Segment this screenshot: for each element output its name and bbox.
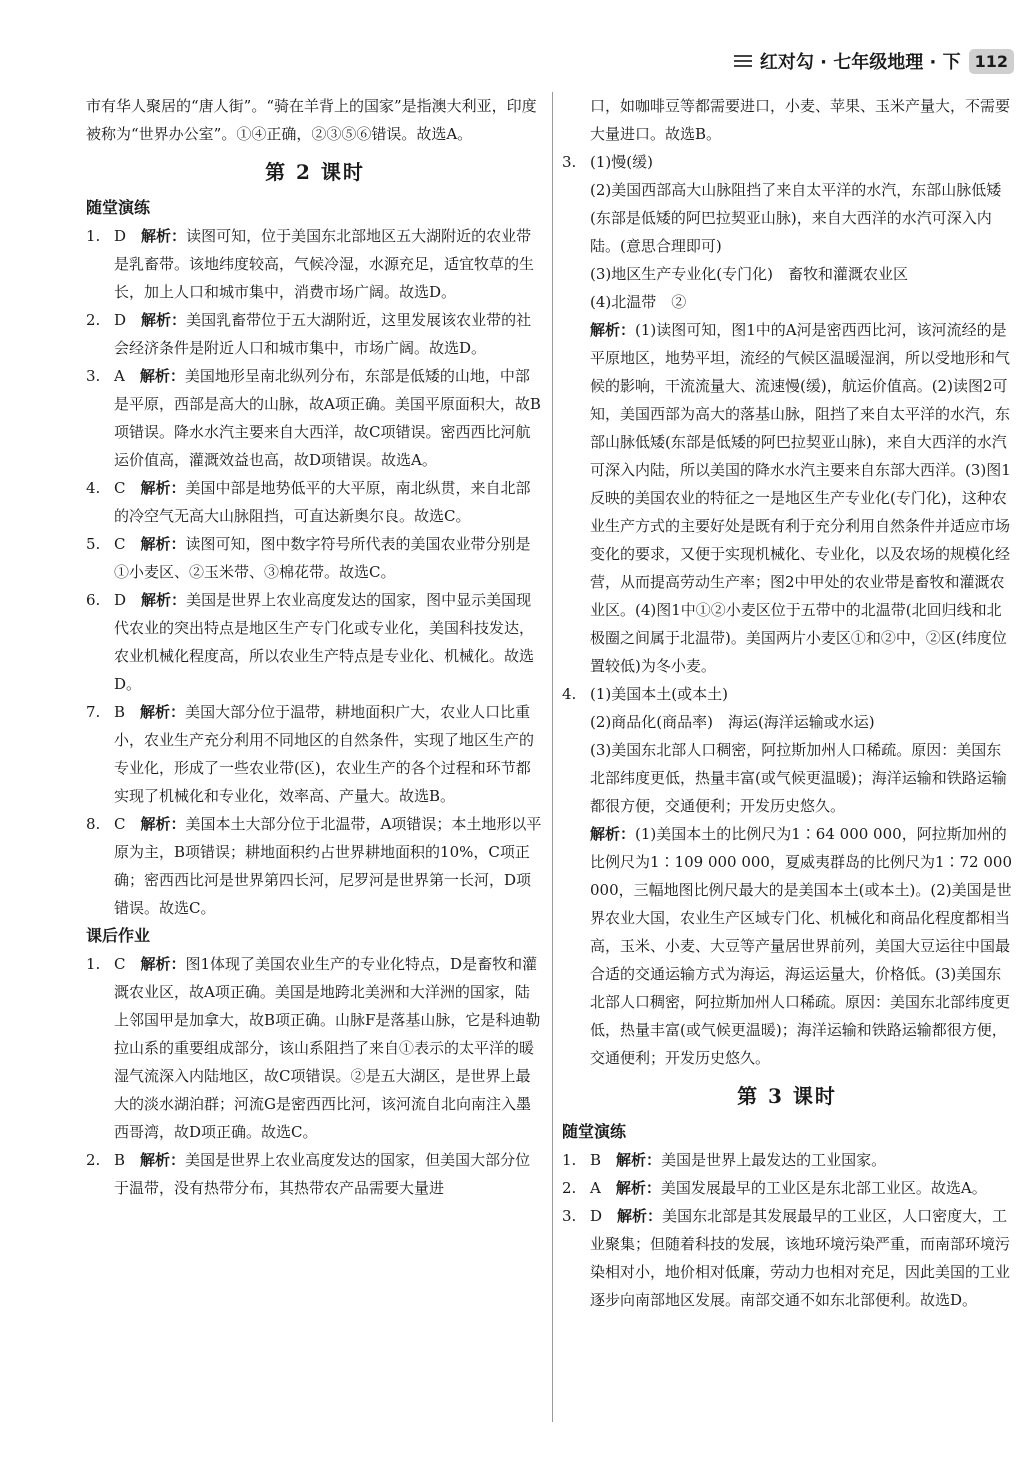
- answer-part: (1)慢(缓): [590, 153, 653, 171]
- analysis-text: 图1体现了美国农业生产的专业化特点，D是畜牧和灌溉农业区，故A项正确。美国是地跨北美洲和大洋洲的国家，陆上邻国甲是加拿大，故B项正确。山脉F是落基山脉，它是科迪勒拉山系的重要组成部分，该山系阻挡了来自①表示的太平洋的暖湿气流深入内陆地区，故C项错误。②是五大湖区，是世界上最大的淡水湖泊群；河流G是密西西比河，该河流自北向南注入墨西哥湾，故D项正确。故选C。: [114, 955, 541, 1141]
- list-item: [86, 222, 544, 306]
- answer-part: (2)商品化(商品率) 海运(海洋运输或水运): [590, 713, 875, 731]
- header-lines-icon: [734, 55, 752, 67]
- item-number: 8.: [86, 815, 101, 833]
- analysis-text: 美国是世界上最发达的工业国家。: [661, 1151, 887, 1169]
- answer-part: (3)地区生产专业化(专门化) 畜牧和灌溉农业区: [590, 265, 908, 283]
- analysis-text: 美国本土大部分位于北温带，A项错误；本土地形以平原为主，B项错误；耕地面积约占世界耕地面积的10%，C项正确；密西西比河是世界第四长河，尼罗河是世界第一长河，D项错误。故选C。: [114, 815, 542, 917]
- analysis-label: 解析：: [141, 227, 187, 245]
- analysis-text: 美国是世界上农业高度发达的国家，图中显示美国现代农业的突出特点是地区生产专门化或专业化，美国科技发达，农业机械化程度高，所以农业生产特点是专业化、机械化。故选D。: [114, 591, 535, 693]
- subheading-kehou: 课后作业: [86, 926, 151, 945]
- continued-text: 口，如咖啡豆等都需要进口，小麦、苹果、玉米产量大，不需要大量进口。故选B。: [590, 97, 1011, 143]
- answer: D: [590, 1207, 603, 1225]
- right-column: [562, 92, 1012, 1314]
- item-number: 1.: [86, 955, 101, 973]
- analysis-label: 解析：: [139, 367, 185, 385]
- analysis-label: 解析：: [615, 1179, 661, 1197]
- item-number: 3.: [562, 153, 577, 171]
- analysis-block: [562, 316, 1012, 680]
- left-intro: 市有华人聚居的“唐人街”。“骑在羊背上的国家”是指澳大利亚，印度被称为“世界办公室”。①④正确，②③⑤⑥错误。故选A。: [86, 97, 537, 143]
- subheading-suitang: 随堂演练: [86, 198, 151, 217]
- page-header: [734, 44, 1014, 78]
- answer: B: [114, 703, 126, 721]
- subheading-suitang-2: 随堂演练: [562, 1122, 627, 1141]
- item-number: 1.: [86, 227, 101, 245]
- analysis-label: 解析：: [616, 1151, 662, 1169]
- analysis-text: 美国是世界上农业高度发达的国家，但美国大部分位于温带，没有热带分布，其热带农产品需要大量进: [114, 1151, 531, 1197]
- list-item: [562, 1146, 1012, 1174]
- book-title: 红对勾 · 七年级地理 · 下: [759, 52, 961, 73]
- answer: B: [590, 1151, 602, 1169]
- answer-part: (4)北温带 ②: [590, 293, 687, 311]
- analysis-text: 美国发展最早的工业区是东北部工业区。故选A。: [660, 1179, 987, 1197]
- analysis-label: 解析：: [140, 535, 186, 553]
- analysis-label: 解析：: [141, 311, 187, 329]
- list-item: [86, 586, 544, 698]
- page-number: 112: [969, 49, 1014, 74]
- list-item: [562, 680, 1012, 708]
- list-item: [86, 474, 544, 530]
- analysis-label: 解析：: [617, 1207, 663, 1225]
- list-item: [86, 1146, 544, 1202]
- list-item: [562, 148, 1012, 176]
- item-number: 2.: [86, 1151, 101, 1169]
- column-divider: [552, 92, 553, 1422]
- analysis-text: 读图可知，位于美国东北部地区五大湖附近的农业带是乳畜带。该地纬度较高，气候冷湿，水源充足，适宜牧草的生长，加上人口和城市集中，消费市场广阔。故选D。: [114, 227, 535, 301]
- analysis-label: 解析：: [590, 321, 636, 339]
- item-number: 2.: [562, 1179, 577, 1197]
- list-item: [562, 1174, 1012, 1202]
- item-number: 4.: [86, 479, 101, 497]
- answer: A: [590, 1179, 601, 1197]
- analysis-label: 解析：: [140, 955, 186, 973]
- item-number: 5.: [86, 535, 101, 553]
- analysis-block: [562, 820, 1012, 1072]
- analysis-label: 解析：: [140, 479, 186, 497]
- item-number: 2.: [86, 311, 101, 329]
- analysis-label: 解析：: [140, 815, 186, 833]
- item-number: 1.: [562, 1151, 577, 1169]
- answer-part: (2)美国西部高大山脉阻挡了来自太平洋的水汽，东部山脉低矮(东部是低矮的阿巴拉契亚山脉)，来自大西洋的水汽可深入内陆。(意思合理即可): [590, 181, 1002, 255]
- list-item: [86, 950, 544, 1146]
- analysis-text: 美国大部分位于温带，耕地面积广大，农业人口比重小，农业生产充分利用不同地区的自然条件，实现了地区生产的专业化，形成了一些农业带(区)，农业生产的各个过程和环节都实现了机械化和专业化，效率高、产量大。故选B。: [114, 703, 535, 805]
- analysis-label: 解析：: [140, 703, 186, 721]
- answer: D: [114, 311, 127, 329]
- answer: A: [114, 367, 125, 385]
- analysis-text: 美国地形呈南北纵列分布，东部是低矮的山地，中部是平原，西部是高大的山脉，故A项正确。美国平原面积大，故B项错误。降水水汽主要来自大西洋，故C项错误。密西西比河航运价值高，灌溉效益也高，故D项错误。故选A。: [114, 367, 541, 469]
- item-number: 3.: [86, 367, 101, 385]
- item-number: 4.: [562, 685, 577, 703]
- answer: D: [114, 227, 127, 245]
- analysis-text: 美国乳畜带位于五大湖附近，这里发展该农业带的社会经济条件是附近人口和城市集中，市场广阔。故选D。: [114, 311, 532, 357]
- answer-part: (1)美国本土(或本土): [590, 685, 728, 703]
- answer: C: [114, 535, 126, 553]
- analysis-text: 美国中部是地势低平的大平原，南北纵贯，来自北部的冷空气无高大山脉阻挡，可直达新奥尔良。故选C。: [114, 479, 531, 525]
- analysis-label: 解析：: [140, 1151, 186, 1169]
- item-number: 7.: [86, 703, 101, 721]
- analysis-text: (1)读图可知，图1中的A河是密西西比河，该河流经的是平原地区，地势平坦，流经的气候区温暖湿润，所以受地形和气候的影响，干流流量大、流速慢(缓)，航运价值高。(2)读图2可知，美国西部为高大的落基山脉，阻挡了来自太平洋的水汽，东部山脉低矮(东部是低矮的阿巴拉契亚山脉)，来自大西洋的水汽可深入内陆，所以美国的降水水汽主要来自东部大西洋。(3)图1反映的美国农业的特征之一是地区生产专业化(专门化)，这种农业生产方式的主要好处是既有利于充分利用自然条件并适应市场变化的要求，又便于实现机械化、专业化，以及农场的规模化经营，从而提高劳动生产率；图2中甲处的农业带是畜牧和灌溉农业区。(4)图1中①②小麦区位于五带中的北温带(北回归线和北极圈之间属于北温带)。美国两片小麦区①和②中，②区(纬度位置较低)为冬小麦。: [590, 321, 1011, 675]
- left-column: [86, 92, 544, 1202]
- list-item: [86, 306, 544, 362]
- section-title-3: 第 3 课时: [737, 1084, 837, 1108]
- analysis-label: 解析：: [590, 825, 636, 843]
- section-title-2: 第 2 课时: [265, 160, 365, 184]
- analysis-text: 读图可知，图中数字符号所代表的美国农业带分别是①小麦区、②玉米带、③棉花带。故选C。: [114, 535, 531, 581]
- list-item: [86, 698, 544, 810]
- answer-part: (3)美国东北部人口稠密，阿拉斯加州人口稀疏。原因：美国东北部纬度更低，热量丰富(或气候更温暖)；海洋运输和铁路运输都很方便，交通便利；开发历史悠久。: [590, 741, 1007, 815]
- answer: C: [114, 955, 126, 973]
- answer: C: [114, 479, 126, 497]
- answer: C: [114, 815, 126, 833]
- analysis-label: 解析：: [141, 591, 187, 609]
- list-item: [86, 530, 544, 586]
- answer: B: [114, 1151, 126, 1169]
- item-number: 6.: [86, 591, 101, 609]
- analysis-text: (1)美国本土的比例尺为1∶64 000 000，阿拉斯加州的比例尺为1∶109 000 000，夏威夷群岛的比例尺为1∶72 000 000，三幅地图比例尺最大的是美国本土(或本土)。(2)美国是世界农业大国，农业生产区域专门化、机械化和商品化程度都相当高，玉米、小麦、大豆等产量居世界前列，美国大豆运往中国最合适的交通运输方式为海运，海运运量大，价格低。(3)美国东北部人口稠密，阿拉斯加州人口稀疏。原因：美国东北部纬度更低，热量丰富(或气候更温暖)；海洋运输和铁路运输都很方便，交通便利；开发历史悠久。: [590, 825, 1013, 1067]
- list-item: [562, 1202, 1012, 1314]
- answer: D: [114, 591, 127, 609]
- item-number: 3.: [562, 1207, 577, 1225]
- analysis-text: 美国东北部是其发展最早的工业区，人口密度大，工业聚集；但随着科技的发展，该地环境污染严重，而南部环境污染相对小，地价相对低廉，劳动力也相对充足，因此美国的工业逐步向南部地区发展。南部交通不如东北部便利。故选D。: [590, 1207, 1011, 1309]
- list-item: [86, 362, 544, 474]
- list-item: [86, 810, 544, 922]
